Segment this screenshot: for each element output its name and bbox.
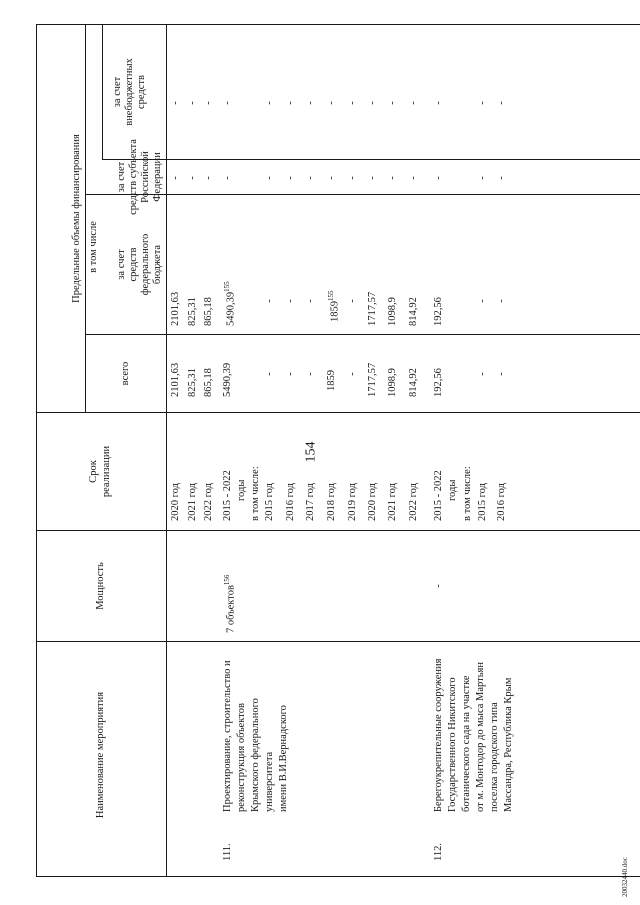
total-main: 192,56 — [433, 368, 444, 397]
year-total: 814,92 — [408, 368, 419, 397]
year-period: 2015 год — [477, 483, 488, 521]
row-fed: 2101,63 — [170, 291, 181, 326]
header-fed-2: средств — [128, 247, 139, 282]
year-total: 1098,9 — [387, 368, 398, 397]
footnote-mark: 156 — [223, 574, 231, 586]
year-period: 2020 год — [367, 483, 378, 521]
year-period: 2019 год — [347, 483, 358, 521]
footnote-mark: 155 — [223, 281, 231, 292]
capacity: 7 объектов$^{156}$ — [223, 574, 237, 633]
header-reg-3: Российской — [140, 151, 151, 203]
year-extra: - — [326, 101, 337, 105]
year-reg: - — [408, 176, 419, 180]
fed-main: 5490,39$^{155}$ — [223, 281, 237, 326]
year-reg: - — [367, 176, 378, 180]
header-bottom-border — [166, 25, 167, 877]
row-extra: - — [187, 101, 198, 105]
period-main: 2015 - 2022 — [222, 470, 233, 521]
item-name-line: Крымского федерального — [250, 698, 261, 812]
col-border-extra — [102, 159, 640, 160]
header-extra-2: внебюджетных — [124, 58, 135, 126]
row-period: 2020 год — [170, 483, 181, 521]
table-top-border — [36, 25, 37, 877]
year-reg: - — [387, 176, 398, 180]
year-period: 2022 год — [408, 483, 419, 521]
year-fed: 1859$^{155}$ — [327, 290, 341, 322]
header-reg-2: средств субъекта — [128, 139, 139, 215]
year-extra: - — [305, 101, 316, 105]
header-fed-1: за счет — [116, 249, 127, 280]
year-fed: - — [496, 299, 507, 303]
year-extra: - — [264, 101, 275, 105]
row-extra: - — [203, 101, 214, 105]
year-total: - — [305, 372, 316, 376]
item-number: 112. — [433, 843, 444, 861]
year-extra: - — [477, 101, 488, 105]
year-extra: - — [408, 101, 419, 105]
row-period: 2021 год — [187, 483, 198, 521]
row-total: 865,18 — [203, 368, 214, 397]
row-reg: - — [170, 176, 181, 180]
year-period: 2016 год — [496, 483, 507, 521]
col-border-capacity — [36, 641, 640, 642]
year-fed: - — [285, 299, 296, 303]
col-border-num — [36, 876, 640, 877]
year-reg: - — [347, 176, 358, 180]
year-fed: - — [305, 299, 316, 303]
year-period: 2018 год — [326, 483, 337, 521]
header-name: Наименование мероприятия — [95, 691, 106, 819]
year-period: 2021 год — [387, 483, 398, 521]
row-total: 2101,63 — [170, 362, 181, 397]
period-main: 2015 - 2022 — [433, 470, 444, 521]
reg-main: - — [222, 176, 233, 180]
year-fed: - — [347, 299, 358, 303]
header-extra-3: средств — [136, 75, 147, 109]
item-name-line: Берегоукрепительные сооружения — [433, 658, 444, 812]
col-border-fed — [85, 334, 640, 335]
year-extra: - — [496, 101, 507, 105]
row-fed: 825,31 — [187, 297, 198, 326]
item-name-line: имени В.И.Вернадского — [278, 705, 289, 812]
year-fed: - — [477, 299, 488, 303]
capacity: - — [433, 584, 444, 588]
period-main-years: годы — [447, 479, 458, 501]
header-line-1 — [85, 25, 86, 413]
incl-label: в том числе: — [462, 466, 473, 521]
item-name-line: реконструкция объектов — [236, 703, 247, 812]
incl-label: в том числе: — [250, 466, 261, 521]
fed-main: 192,56 — [433, 297, 444, 326]
year-fed: 814,92 — [408, 297, 419, 326]
row-reg: - — [187, 176, 198, 180]
year-reg: - — [305, 176, 316, 180]
year-reg: - — [477, 176, 488, 180]
item-name-line: Массандра, Республика Крым — [503, 677, 514, 812]
year-fed: - — [264, 299, 275, 303]
header-fed-3: федерального — [140, 233, 151, 296]
item-name-line: от м. Монтодор до мыса Мартьян — [475, 662, 486, 812]
header-period-1: Срок — [88, 460, 99, 483]
year-total: - — [264, 372, 275, 376]
year-total: - — [347, 372, 358, 376]
row-fed: 865,18 — [203, 297, 214, 326]
item-name-line: университета — [264, 751, 275, 812]
header-period-2: реализации — [101, 445, 112, 498]
row-reg: - — [203, 176, 214, 180]
header-limits: Предельные объемы финансирования — [71, 134, 82, 303]
year-reg: - — [285, 176, 296, 180]
header-fed-4: бюджета — [152, 244, 163, 285]
year-total: - — [477, 372, 488, 376]
period-main-years: годы — [236, 479, 247, 501]
year-extra: - — [347, 101, 358, 105]
total-main: 5490,39 — [222, 362, 233, 397]
row-period: 2022 год — [203, 483, 214, 521]
item-name-line: поселка городского типа — [489, 702, 500, 812]
item-name-line: Государственного Никитского — [447, 677, 458, 812]
year-fed: 1098,9 — [387, 297, 398, 326]
year-extra: - — [387, 101, 398, 105]
item-name-line: Проектирование, строительство и — [222, 660, 233, 812]
year-extra: - — [285, 101, 296, 105]
item-name-line: ботанического сада на участке — [461, 675, 472, 812]
footnote-mark: 155 — [327, 290, 335, 301]
extra-main: - — [433, 101, 444, 105]
header-capacity: Мощность — [95, 562, 106, 610]
col-border-total — [36, 412, 640, 413]
page-number: 154 — [303, 441, 319, 463]
year-total: 1859 — [326, 370, 337, 391]
header-reg-1: за счет — [116, 161, 127, 193]
row-extra: - — [170, 101, 181, 105]
year-total: - — [496, 372, 507, 376]
year-fed: 1717,57 — [367, 291, 378, 326]
year-total: 1717,57 — [367, 362, 378, 397]
header-incl: в том числе — [88, 221, 99, 273]
header-extra-1: за счет — [112, 76, 123, 108]
row-total: 825,31 — [187, 368, 198, 397]
year-reg: - — [496, 176, 507, 180]
year-reg: - — [326, 176, 337, 180]
year-period: 2016 год — [285, 483, 296, 521]
year-extra: - — [367, 101, 378, 105]
year-period: 2015 год — [264, 483, 275, 521]
doc-code: 20032440.doc — [621, 857, 629, 897]
year-period: 2017 год — [305, 483, 316, 521]
reg-main: - — [433, 176, 444, 180]
extra-main: - — [222, 101, 233, 105]
year-reg: - — [264, 176, 275, 180]
header-reg-4: Федерации — [152, 152, 163, 202]
col-border-reg — [85, 194, 640, 195]
col-border-period — [36, 530, 640, 531]
header-total: всего — [120, 361, 131, 386]
year-total: - — [285, 372, 296, 376]
header-line-2 — [102, 25, 103, 160]
item-number: 111. — [222, 843, 233, 861]
